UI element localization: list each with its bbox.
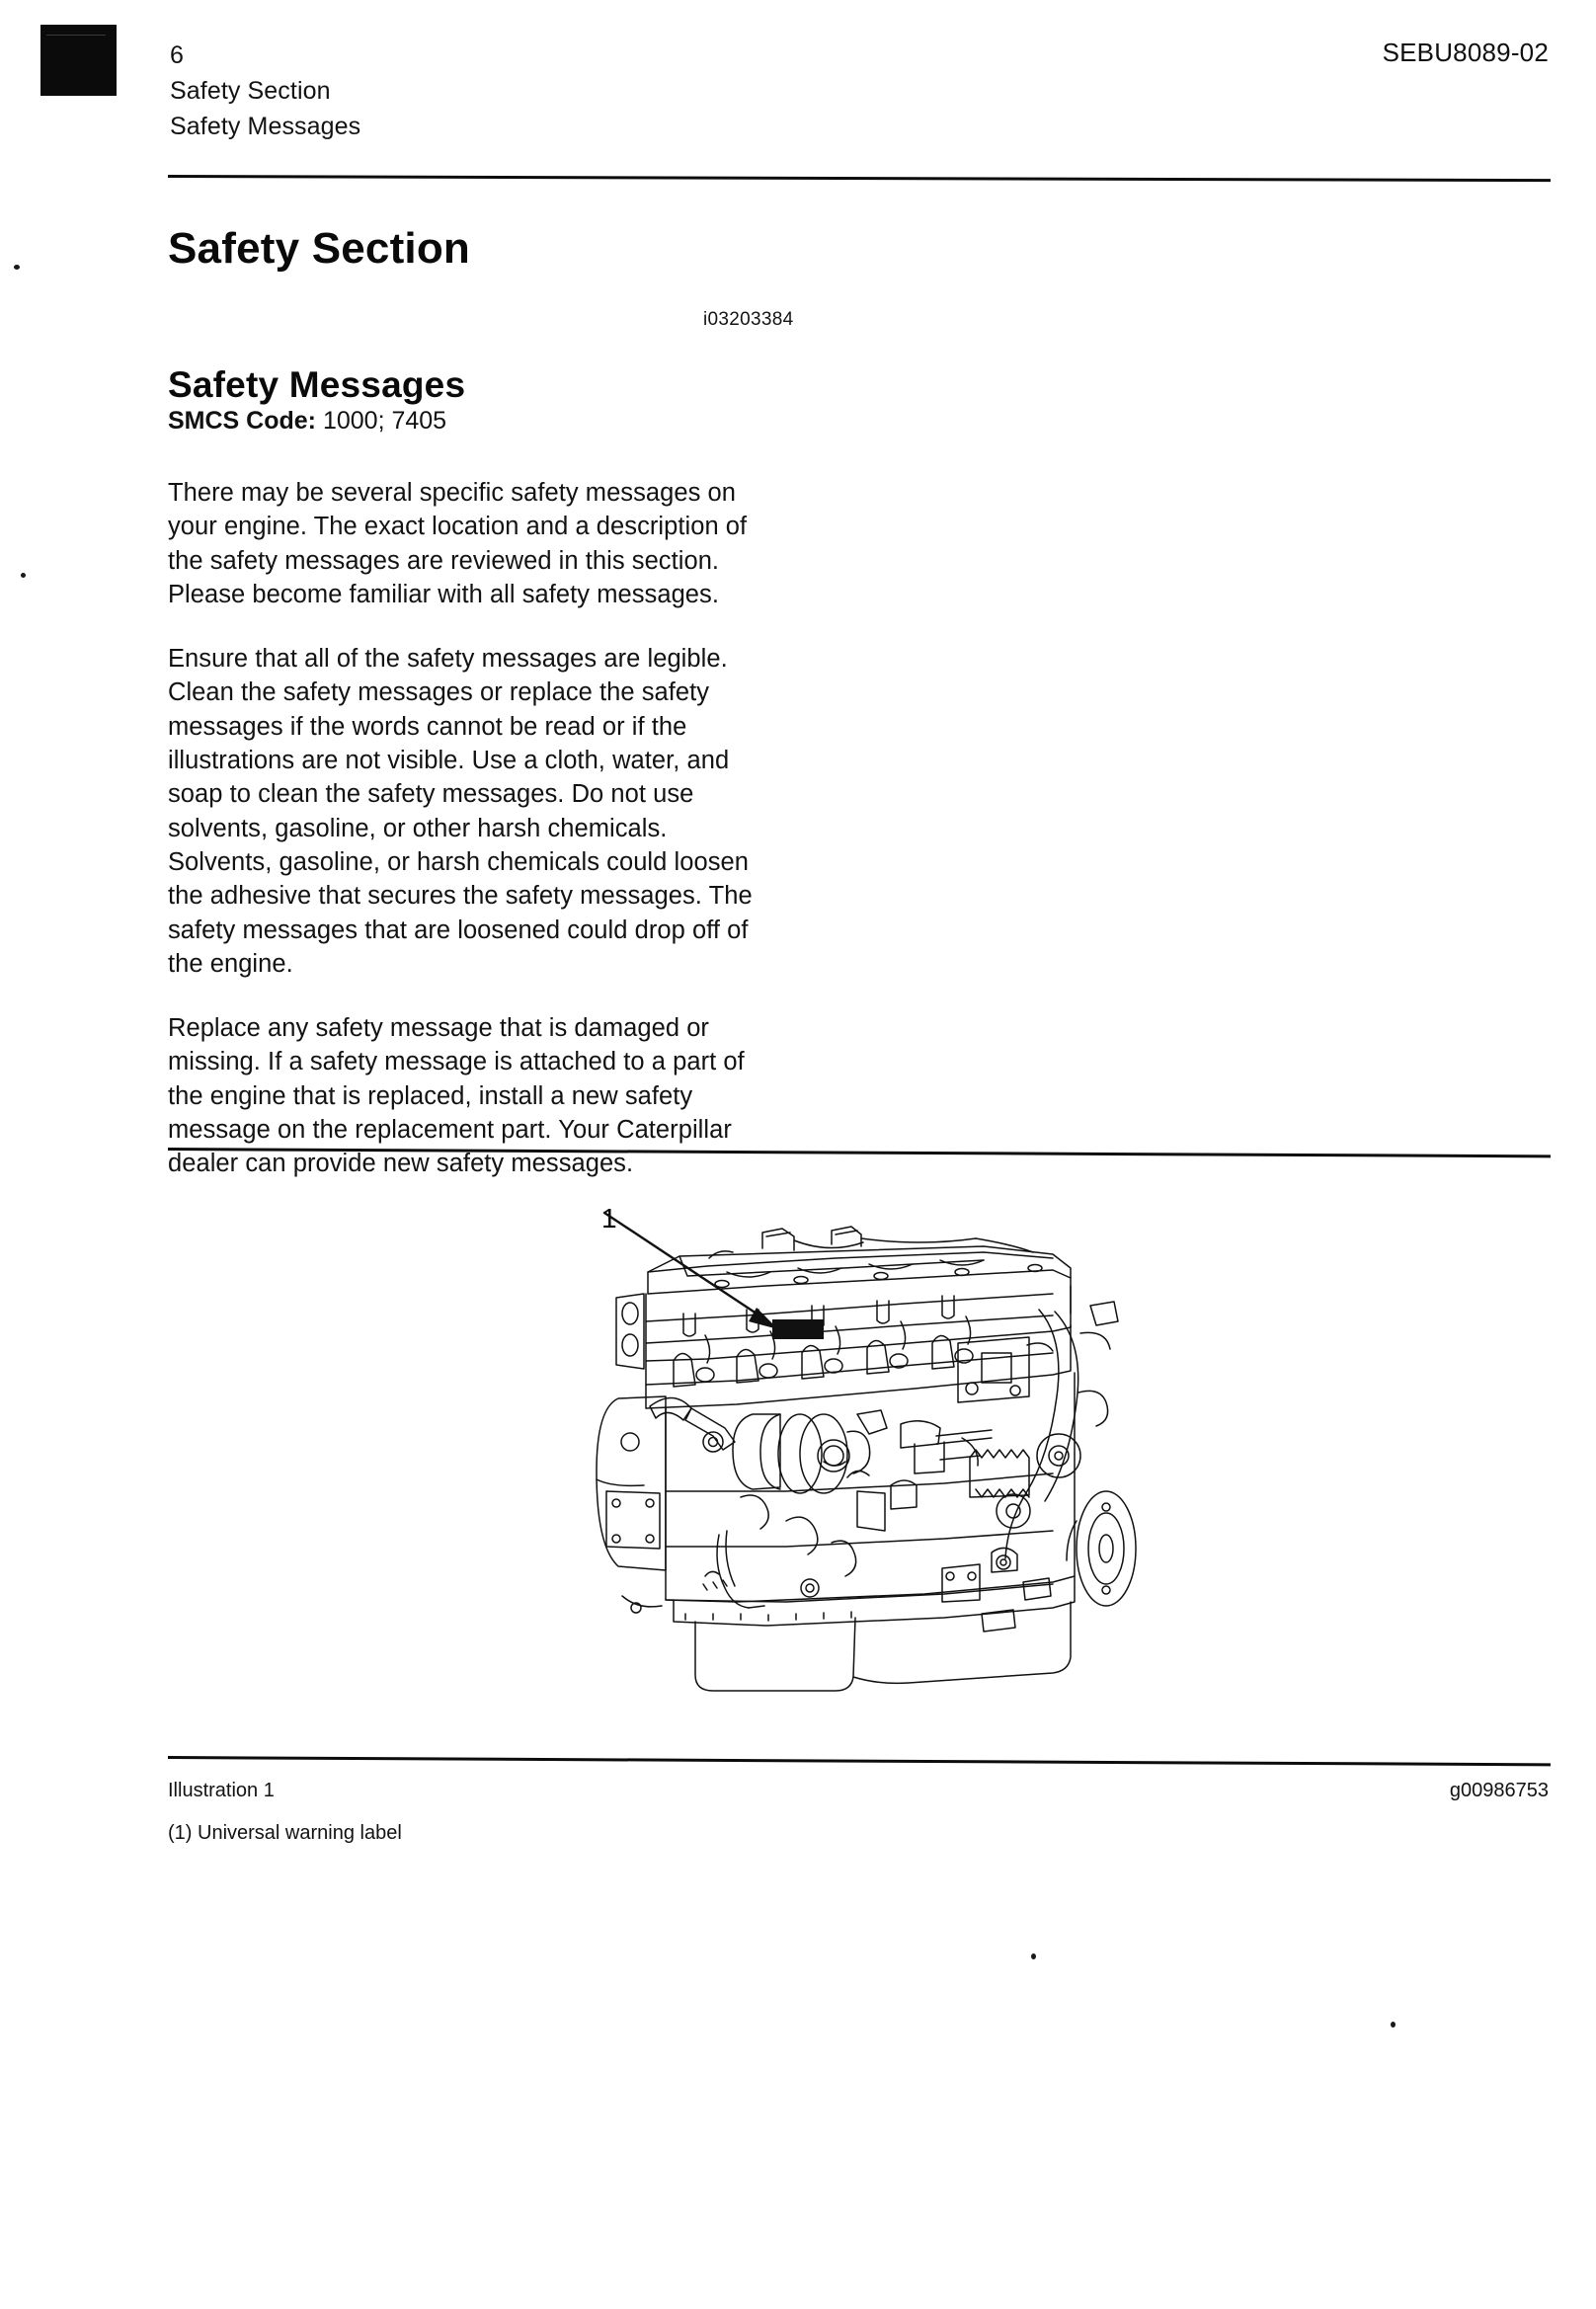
- body-paragraph: Replace any safety message that is damaged or missing. If a safety message is attached to a part of the engine that is replaced, install a new safety message on the replacement part. Your Caterpillar dealer can provide new safety messages.: [168, 1014, 745, 1178]
- topic-title: Safety Messages: [168, 363, 466, 405]
- figure-graphic-number: g00986753: [1449, 1780, 1549, 1801]
- smcs-code-label: SMCS Code:: [168, 407, 316, 435]
- engine-illustration: [589, 1195, 1142, 1748]
- scan-speckle: [1391, 2022, 1396, 2028]
- body-paragraph: Ensure that all of the safety messages are legible. Clean the safety messages or replace the safety messages if the words cannot be read or if the illustrations are not visible. Use a cloth, water, and soap to clean the safety messages. Do not use solvents, gasoline, or other harsh chemicals. Solvents, gasoline, or harsh chemicals could loosen the adhesive that secures the safety messages. The safety messages that are loosened could drop off of the engine.: [168, 645, 753, 978]
- figure-bottom-rule: [168, 1756, 1551, 1766]
- topic-doc-id: i03203384: [703, 309, 794, 330]
- smcs-code-value: 1000; 7405: [322, 407, 447, 435]
- body-text-column: [168, 476, 775, 1181]
- scan-speckle: [21, 573, 26, 578]
- header-divider-rule: [168, 175, 1551, 182]
- header-subsection-name: Safety Messages: [170, 113, 361, 140]
- scan-speckle: [14, 265, 20, 270]
- page-number: 6: [170, 41, 185, 69]
- body-paragraph: There may be several specific safety messages on your engine. The exact location and a description of the safety messages are reviewed in this section. Please become familiar with all safety messages.: [168, 479, 748, 608]
- figure-legend: (1) Universal warning label: [168, 1822, 402, 1844]
- scan-artifact-block: [40, 25, 117, 96]
- header-section-name: Safety Section: [170, 77, 331, 105]
- page-title: Safety Section: [168, 224, 471, 274]
- figure-callout-1: 1: [601, 1203, 617, 1234]
- smcs-code-line: [168, 407, 446, 436]
- scan-speckle: [1031, 1953, 1036, 1959]
- running-header-left: [170, 38, 360, 144]
- figure-caption-title: Illustration 1: [168, 1780, 275, 1801]
- publication-id: SEBU8089-02: [1382, 38, 1549, 67]
